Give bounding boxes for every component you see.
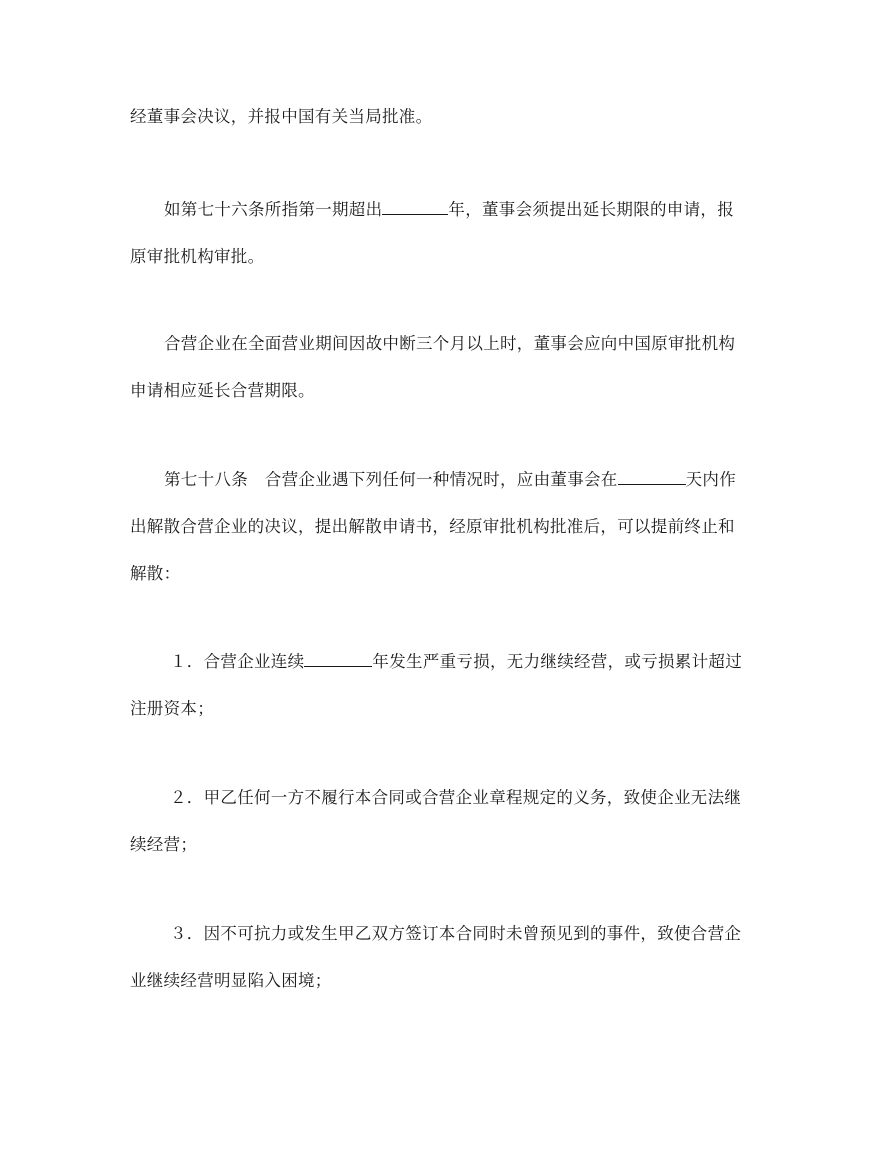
paragraph-line: ２．甲乙任何一方不履行本合同或合营企业章程规定的义务，致使企业无法继: [170, 788, 742, 807]
paragraph-line: 经董事会决议，并报中国有关当局批准。: [130, 107, 433, 126]
fill-in-blank: [304, 650, 372, 667]
paragraph-line: 注册资本；: [130, 699, 214, 718]
paragraph-line: [130, 186, 770, 233]
text-segment: 年，董事会须提出延长期限的申请，报: [448, 200, 735, 219]
paragraph-line: ３．因不可抗力或发生甲乙双方签订本合同时未曾预见到的事件，致使合营企: [170, 924, 742, 943]
text-segment: １．合营企业连续: [170, 652, 305, 671]
paragraph-line: 解散：: [130, 564, 181, 583]
paragraph-interruption: [130, 320, 770, 414]
text-segment: 第七十八条 合营企业遇下列任何一种情况时，应由董事会在: [164, 470, 618, 489]
text-segment: 如第七十六条所指第一期超出: [164, 200, 383, 219]
list-item-1: [130, 638, 770, 732]
paragraph-line: 续经营；: [130, 835, 198, 854]
paragraph-article-78: [130, 456, 770, 597]
paragraph-line: 合营企业在全面营业期间因故中断三个月以上时，董事会应向中国原审批机构: [164, 334, 736, 353]
fill-in-blank: [618, 468, 686, 485]
paragraph-approval: [130, 93, 770, 140]
paragraph-line: 申请相应延长合营期限。: [130, 381, 315, 400]
paragraph-line: 原审批机构审批。: [130, 247, 265, 266]
text-segment: 天内作: [685, 470, 737, 489]
text-segment: 年发生严重亏损，无力继续经营，或亏损累计超过: [372, 652, 743, 671]
paragraph-line: 业继续经营明显陷入困境；: [130, 971, 332, 990]
paragraph-line: [130, 456, 770, 503]
list-item-3: [130, 910, 770, 1004]
list-item-2: [130, 774, 770, 868]
fill-in-blank: [382, 198, 448, 215]
paragraph-extension-request: [130, 186, 770, 280]
paragraph-line: [130, 638, 770, 685]
paragraph-line: 出解散合营企业的决议，提出解散申请书，经原审批机构批准后，可以提前终止和: [130, 517, 735, 536]
